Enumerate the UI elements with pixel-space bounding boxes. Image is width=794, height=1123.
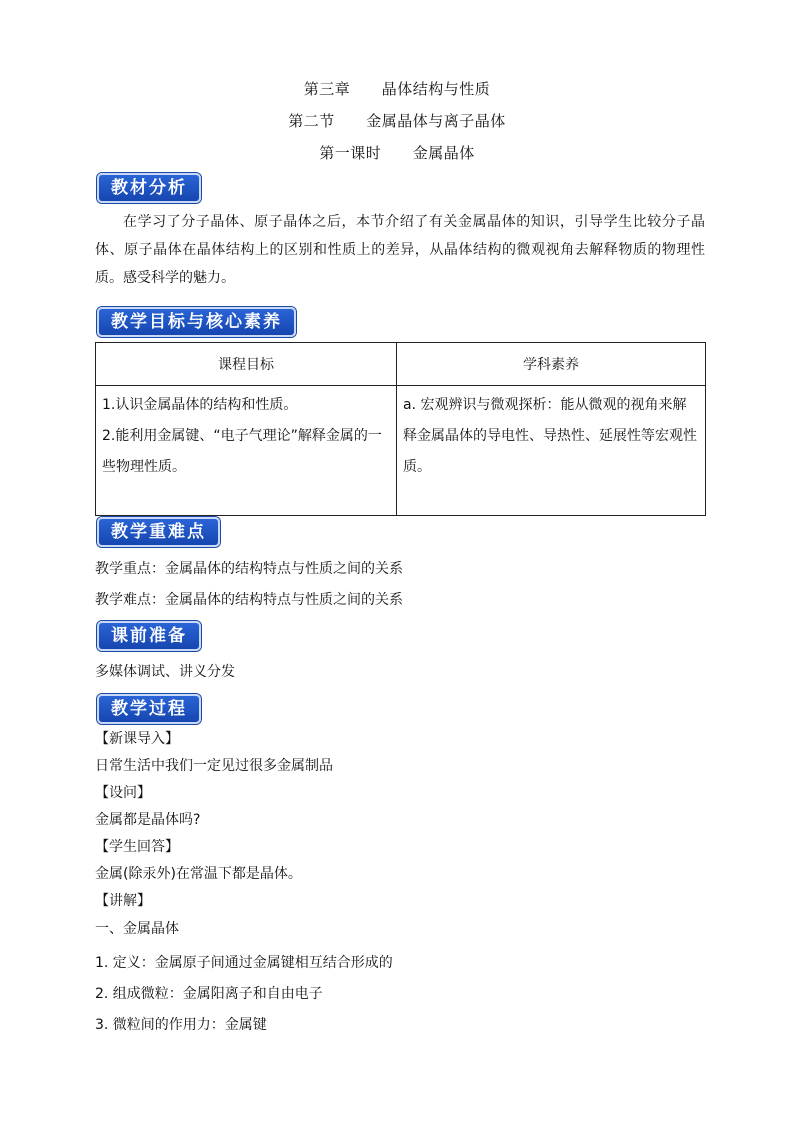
lecture-label: 【讲解】: [95, 893, 151, 909]
question-label: 【设问】: [95, 785, 151, 801]
intro-label: 【新课导入】: [95, 731, 179, 747]
goals-table-row: [96, 386, 706, 516]
section-title: 第二节 金属晶体与离子晶体: [288, 112, 506, 130]
badge-textbook-analysis: 教材分析: [97, 173, 201, 203]
answer-text: 金属(除汞外)在常温下都是晶体。: [95, 866, 302, 882]
list-item: 1. 定义：金属原子间通过金属键相互结合形成的: [95, 955, 393, 971]
teaching-focus: 教学重点：金属晶体的结构特点与性质之间的关系: [95, 561, 403, 577]
course-goals-cell: [96, 386, 397, 516]
section-heading: 一、金属晶体: [95, 921, 179, 937]
course-goal-2: 2.能利用金属键、“电子气理论”解释金属的一些物理性质。: [102, 428, 382, 475]
goals-table: [95, 342, 706, 516]
list-item: 3. 微粒间的作用力：金属键: [95, 1017, 267, 1033]
lesson-title: 第一课时 金属晶体: [319, 144, 475, 162]
question-text: 金属都是晶体吗?: [95, 812, 201, 828]
list-item: 2. 组成微粒：金属阳离子和自由电子: [95, 986, 323, 1002]
preparation-text: 多媒体调试、讲义分发: [95, 664, 235, 680]
answer-label: 【学生回答】: [95, 839, 179, 855]
intro-text: 日常生活中我们一定见过很多金属制品: [95, 758, 333, 774]
goals-table-header-row: [96, 343, 706, 386]
badge-key-difficult-points: 教学重难点: [97, 517, 220, 547]
chapter-title: 第三章 晶体结构与性质: [303, 80, 491, 98]
teaching-difficulty: 教学难点：金属晶体的结构特点与性质之间的关系: [95, 592, 403, 608]
badge-preparation: 课前准备: [97, 621, 201, 651]
header-subject-literacy: 学科素养: [397, 343, 706, 386]
badge-teaching-process: 教学过程: [97, 694, 201, 724]
course-goal-1: 1.认识金属晶体的结构和性质。: [102, 397, 298, 413]
badge-teaching-goals: 教学目标与核心素养: [97, 307, 296, 337]
subject-literacy-cell: a. 宏观辨识与微观探析：能从微观的视角来解释金属晶体的导电性、导热性、延展性等宏观性质。: [397, 386, 706, 516]
header-course-goals: 课程目标: [96, 343, 397, 386]
analysis-paragraph: 在学习了分子晶体、原子晶体之后，本节介绍了有关金属晶体的知识，引导学生比较分子晶体、原子晶体在晶体结构上的区别和性质上的差异，从晶体结构的微观视角去解释物质的物理性质。感受科学的魅力。: [95, 214, 705, 286]
